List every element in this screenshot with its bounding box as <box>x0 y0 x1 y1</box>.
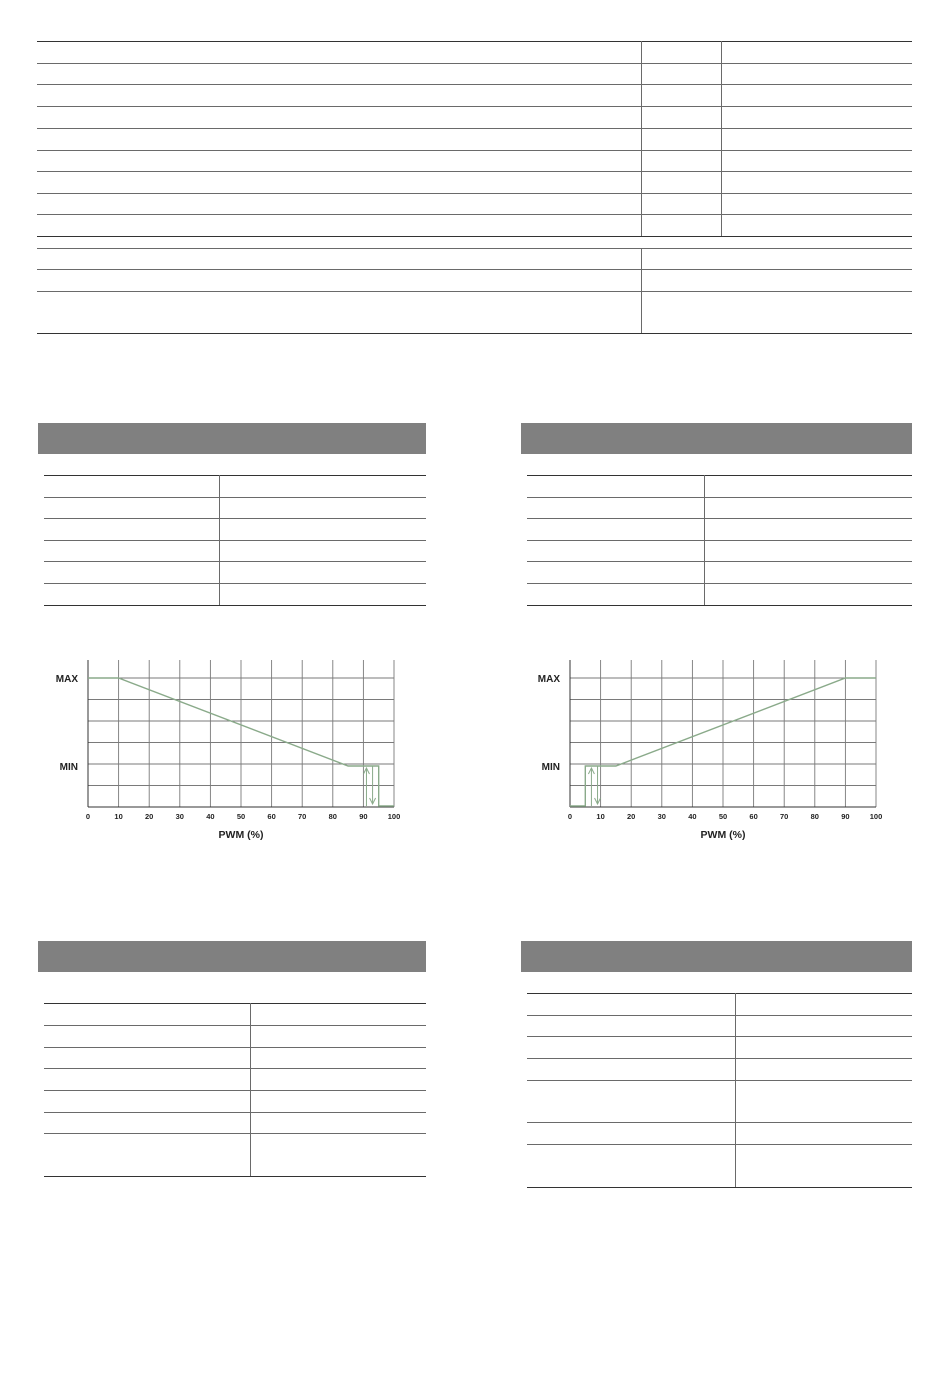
table-rule <box>527 475 912 476</box>
table-rule <box>37 248 912 249</box>
table-rule <box>527 540 912 541</box>
table-rule <box>527 1058 912 1059</box>
chart-grid <box>570 660 876 807</box>
x-tick-label: 0 <box>567 812 573 821</box>
x-tick-label: 80 <box>810 812 819 821</box>
table-rule <box>527 561 912 562</box>
chart-grid <box>88 660 394 807</box>
table-divider <box>641 41 642 236</box>
x-axis-label: PWM (%) <box>218 829 264 841</box>
table-divider <box>219 475 220 605</box>
table-rule <box>44 1133 426 1134</box>
table-rule <box>37 63 912 64</box>
table-rule <box>37 41 912 42</box>
table-rule <box>44 1025 426 1026</box>
table-rule <box>44 1176 426 1177</box>
x-tick-label: 70 <box>298 812 307 821</box>
x-axis-label: PWM (%) <box>700 829 746 841</box>
section-header-bar <box>521 941 912 972</box>
table-rule <box>527 605 912 606</box>
table-rule <box>527 497 912 498</box>
table-rule <box>37 214 912 215</box>
hysteresis-up-arrow <box>588 768 594 806</box>
table-rule <box>527 583 912 584</box>
x-tick-label: 50 <box>236 812 246 821</box>
table-rule <box>37 193 912 194</box>
x-tick-label: 20 <box>627 812 636 821</box>
table-rule <box>527 1080 912 1081</box>
table-rule <box>37 171 912 172</box>
section-header-bar <box>38 423 426 454</box>
table-rule <box>527 1036 912 1037</box>
x-tick-label: 90 <box>359 812 368 821</box>
table-rule <box>37 150 912 151</box>
section-header-bar <box>38 941 426 972</box>
table-divider <box>735 993 736 1187</box>
y-tick-label: MIN <box>541 762 560 773</box>
table-rule <box>527 1144 912 1145</box>
hysteresis-up-arrow <box>363 768 369 806</box>
table-rule <box>527 1015 912 1016</box>
table-rule <box>44 1003 426 1004</box>
table-divider <box>721 41 722 236</box>
x-tick-label: 40 <box>206 812 215 821</box>
x-tick-label: 100 <box>387 812 401 821</box>
table-rule <box>37 269 912 270</box>
x-tick-label: 50 <box>718 812 728 821</box>
table-rule <box>527 1187 912 1188</box>
table-rule <box>37 333 912 334</box>
x-tick-label: 80 <box>328 812 337 821</box>
table-rule <box>44 605 426 606</box>
x-tick-label: 10 <box>114 812 123 821</box>
table-rule <box>44 497 426 498</box>
table-rule <box>37 128 912 129</box>
x-tick-label: 30 <box>657 812 666 821</box>
x-tick-label: 60 <box>749 812 758 821</box>
table-rule <box>44 540 426 541</box>
x-tick-label: 10 <box>596 812 605 821</box>
table-rule <box>44 475 426 476</box>
pwm-chart-rising <box>522 650 902 850</box>
table-rule <box>527 1122 912 1123</box>
table-rule <box>37 291 912 292</box>
x-tick-label: 40 <box>688 812 697 821</box>
table-rule <box>44 518 426 519</box>
table-rule <box>37 84 912 85</box>
table-rule <box>44 583 426 584</box>
x-tick-label: 70 <box>780 812 789 821</box>
x-tick-label: 0 <box>85 812 91 821</box>
section-header-bar <box>521 423 912 454</box>
table-rule <box>44 1112 426 1113</box>
table-rule <box>44 1047 426 1048</box>
table-rule <box>527 518 912 519</box>
table-divider <box>250 1003 251 1176</box>
y-tick-label: MIN <box>59 762 78 773</box>
table-rule <box>527 993 912 994</box>
table-divider <box>704 475 705 605</box>
hysteresis-down-arrow <box>595 766 601 804</box>
hysteresis-down-arrow <box>370 766 376 804</box>
x-tick-label: 60 <box>267 812 276 821</box>
table-rule <box>37 106 912 107</box>
table-rule <box>44 1090 426 1091</box>
y-tick-label: MAX <box>537 674 560 685</box>
table-rule <box>37 236 912 237</box>
x-tick-label: 20 <box>145 812 154 821</box>
table-rule <box>44 561 426 562</box>
table-divider <box>641 248 642 333</box>
x-tick-label: 30 <box>175 812 184 821</box>
x-tick-label: 100 <box>869 812 883 821</box>
pwm-chart-falling <box>40 650 420 850</box>
table-rule <box>44 1068 426 1069</box>
x-tick-label: 90 <box>841 812 850 821</box>
y-tick-label: MAX <box>55 674 78 685</box>
